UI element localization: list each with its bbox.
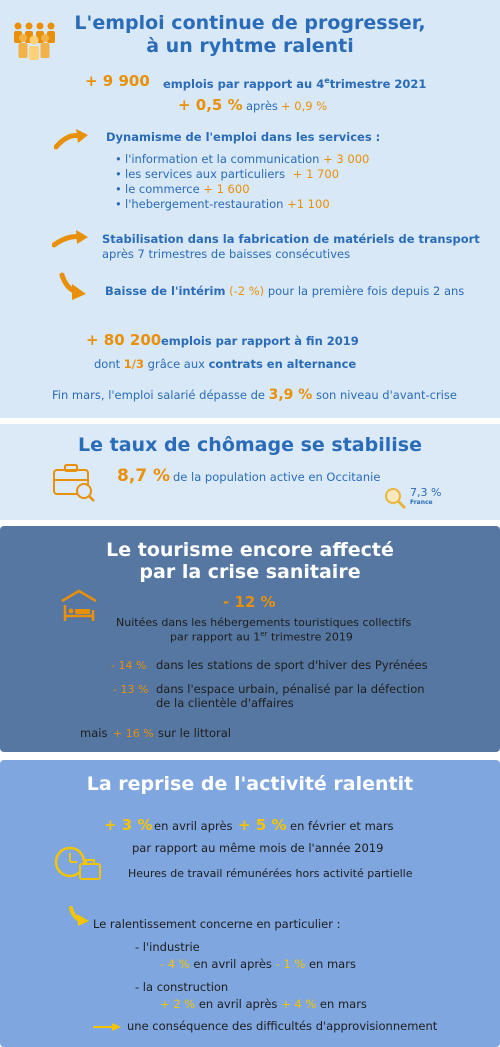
tourism-main-sup: er [260, 630, 268, 638]
construction-label: - la construction [135, 980, 229, 994]
kpi-2019-sub-mid: grâce aux [147, 357, 205, 371]
list-item: • l'hebergement-restauration +1 100 [115, 197, 369, 212]
employment-title-line1: L'emploi continue de progresser, [74, 12, 426, 34]
kpi-growth-text: après [246, 99, 278, 113]
hotel-bed-icon [60, 589, 98, 623]
unemployment-title: Le taux de chômage se stabilise [78, 434, 422, 456]
tourism-item2-text-line2: de la clientèle d'affaires [156, 696, 294, 710]
tourism-item3-text: sur le littoral [158, 726, 232, 740]
kpi-jobs-text [163, 76, 426, 91]
activity-line3: Heures de travail rémunérées hors activité partielle [128, 867, 413, 880]
france-label: France [410, 499, 433, 506]
activity-value1: + 3 % [104, 816, 153, 834]
industry-text2: en mars [308, 957, 356, 971]
section-employment [0, 0, 500, 418]
kpi-growth-prev: + 0,9 % [281, 99, 328, 113]
briefcase-search-icon [52, 462, 96, 502]
arrow-up-icon [54, 127, 90, 151]
interim-line [105, 284, 464, 298]
clock-briefcase-icon [54, 844, 102, 884]
kpi-2019-sub-pre: dont [94, 357, 121, 371]
tourism-title-line1: Le tourisme encore affecté [106, 539, 394, 561]
tourism-main-text-line2b: trimestre 2019 [270, 630, 353, 644]
construction-line [160, 997, 367, 1011]
consequence-text: une conséquence des difficultés d'approvisionnement [127, 1019, 438, 1033]
tourism-main-value: - 12 % [223, 593, 276, 611]
interim-heading: Baisse de l'intérim [105, 284, 226, 298]
unemployment-rate: 8,7 % [117, 466, 171, 486]
tourism-item1-value: - 14 % [111, 659, 147, 672]
list-item: • le commerce + 1 600 [115, 182, 369, 197]
tourism-title-line2: par la crise sanitaire [139, 561, 361, 583]
kpi-2019-fraction: 1/3 [123, 357, 145, 371]
industry-line [160, 957, 356, 971]
list-item: • l'information et la communication + 3 000 [115, 152, 369, 167]
tourism-item3-value: + 16 % [113, 727, 154, 740]
france-rate: 7,3 % [410, 486, 442, 499]
construction-value2: + 4 % [281, 997, 317, 1011]
tourism-main-text-line1: Nuitées dans les hébergements touristiques collectifs [116, 616, 412, 629]
kpi-2019-sub [94, 357, 356, 371]
tourism-item3-pre: mais [80, 726, 108, 740]
magnifier-icon [383, 486, 407, 510]
section-tourism [0, 526, 500, 752]
tourism-main-text-line2 [170, 630, 353, 644]
employment-title-line2: à un ryhtme ralenti [146, 35, 354, 57]
kpi-jobs-value: + 9 900 [85, 72, 150, 90]
slowdown-heading: Le ralentissement concerne en particulier : [93, 917, 341, 931]
tourism-main-text-line2a: par rapport au 1 [170, 630, 261, 644]
interim-text: pour la première fois depuis 2 ans [267, 284, 465, 298]
section-activity [0, 760, 500, 1047]
unemployment-rate-text: de la population active en Occitanie [173, 470, 381, 484]
construction-text1: en avril après [198, 997, 278, 1011]
activity-title: La reprise de l'activité ralentit [86, 773, 414, 795]
employment-footer [52, 387, 457, 403]
kpi-2019-value: + 80 200 [86, 331, 162, 349]
footer-post: son niveau d'avant-crise [315, 388, 457, 402]
transport-sub: après 7 trimestres de baisses consécutives [102, 247, 351, 261]
tourism-item2-value: - 13 % [113, 683, 149, 696]
arrow-down-icon [68, 906, 92, 928]
activity-value2: + 5 % [238, 816, 287, 834]
construction-text2: en mars [319, 997, 367, 1011]
section-unemployment [0, 424, 500, 520]
footer-value: 3,9 % [268, 387, 313, 403]
interim-value: (-2 %) [229, 284, 265, 298]
industry-value1: - 4 % [160, 957, 190, 971]
transport-heading: Stabilisation dans la fabrication de matériels de transport [102, 232, 480, 246]
arrow-right-icon [92, 1022, 122, 1032]
construction-value1: + 2 % [160, 997, 196, 1011]
kpi-growth-value: + 0,5 % [178, 96, 243, 114]
kpi-2019-text: emplois par rapport à fin 2019 [161, 334, 359, 348]
arrow-down-icon [58, 272, 90, 302]
kpi-jobs-text-end: trimestre 2021 [329, 76, 427, 91]
kpi-jobs-sup: e [324, 76, 330, 85]
industry-text1: en avril après [193, 957, 272, 971]
services-heading: Dynamisme de l'emploi dans les services : [106, 130, 381, 144]
arrow-right-icon [52, 227, 90, 249]
kpi-2019-sub-bold: contrats en alternance [208, 357, 357, 371]
activity-line2: par rapport au même mois de l'année 2019 [132, 841, 384, 855]
industry-label: - l'industrie [135, 940, 200, 954]
industry-value2: - 1 % [275, 957, 306, 971]
activity-text2: en février et mars [290, 819, 394, 833]
footer-pre: Fin mars, l'emploi salarié dépasse de [52, 388, 265, 402]
tourism-item1-text: dans les stations de sport d'hiver des Pyrénées [156, 658, 428, 672]
list-item: • les services aux particuliers + 1 700 [115, 167, 369, 182]
services-list [115, 152, 369, 212]
activity-text1: en avril après [154, 819, 233, 833]
tourism-item2-text-line1: dans l'espace urbain, pénalisé par la défection [156, 682, 425, 696]
kpi-jobs-text-main: emplois par rapport au 4 [163, 76, 325, 91]
